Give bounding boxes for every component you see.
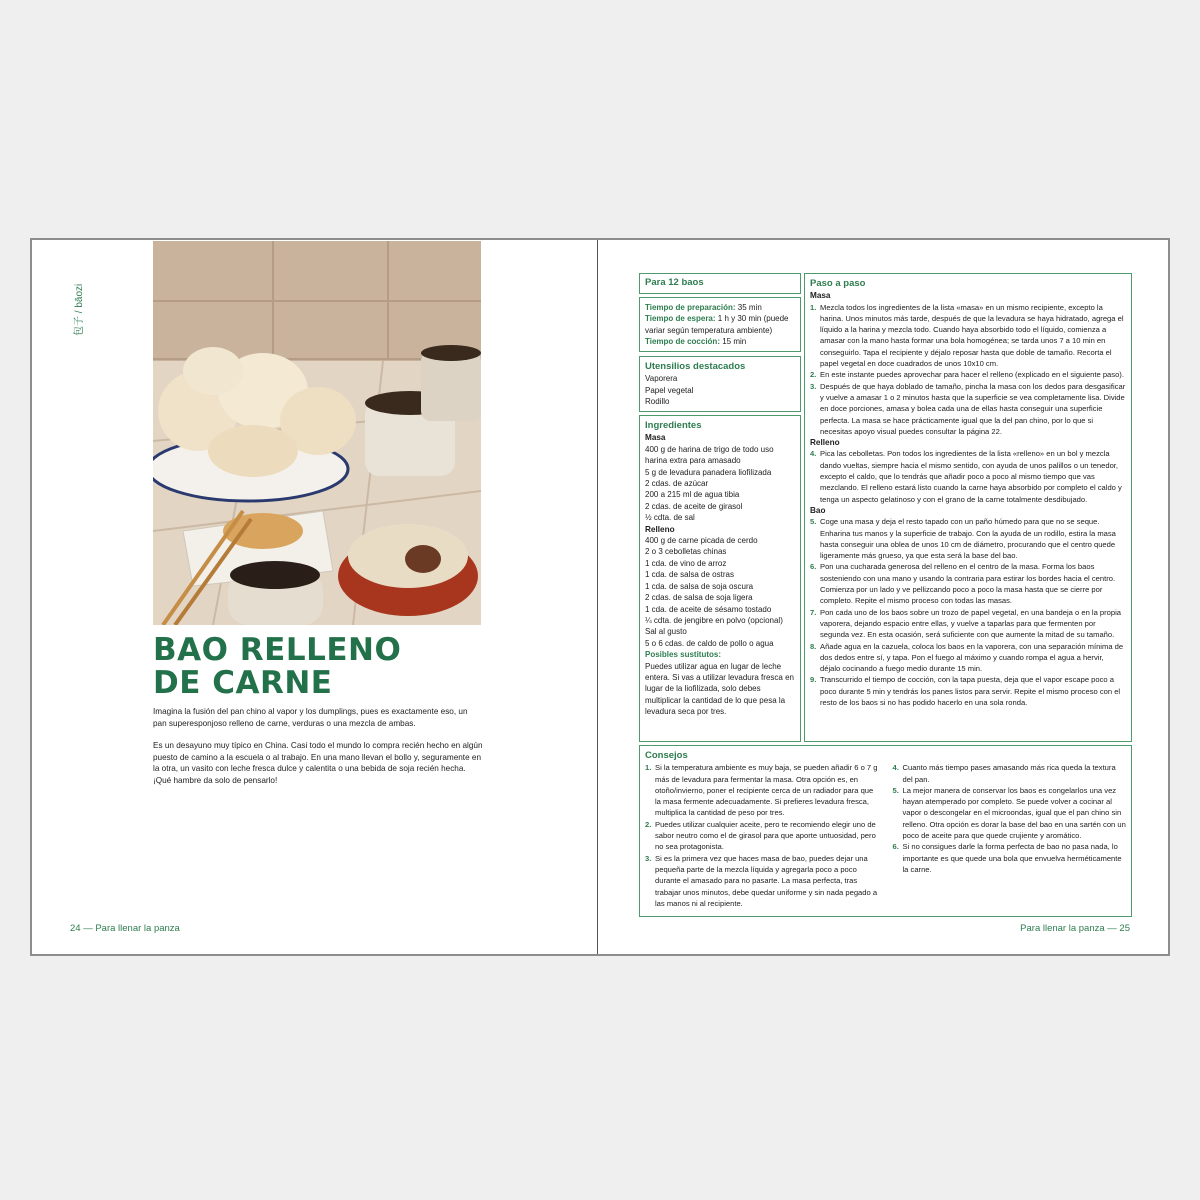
ingredient-item: 1 cda. de salsa de soja oscura: [645, 581, 754, 591]
steps-masa-list: [810, 302, 1126, 438]
title-line-1: BAO RELLENO: [153, 632, 402, 668]
title-line-2: DE CARNE: [153, 665, 333, 701]
ingredient-item: 1 cda. de vino de arroz: [645, 558, 727, 568]
ingredient-item: 400 g de carne picada de cerdo: [645, 536, 758, 546]
tips-list-left: [645, 762, 879, 909]
tips-box: [639, 745, 1132, 917]
tip-item: 3. Si es la primera vez que haces masa de bao, puedes dejar una pequeña parte de la mezcla líquida y agregarla poco a poco durante el amasado para no pasarte. La masa perfecta, tras trabajar unos minutos, debe quedar uniforme y sin nada pegado a las manos ni al recipiente.: [645, 853, 878, 908]
steps-bao-list: [810, 516, 1126, 708]
steps-relleno-list: [810, 448, 1126, 504]
recipe-title: [153, 634, 401, 700]
ingredient-item: 2 cdas. de azúcar: [645, 479, 709, 489]
ingredient-item: ¼ cdta. de jengibre en polvo (opcional): [645, 615, 783, 625]
tips-heading: Consejos: [645, 750, 688, 761]
ingredients-masa-heading: Masa: [645, 433, 666, 443]
ingredients-heading: Ingredientes: [645, 420, 702, 431]
substitutes-text: Puedes utilizar agua en lugar de leche entera. Si vas a utilizar levadura fresca en lugar de la liofilizada, solo debes multiplicar la cantidad de lo que pesa la levadura seca por tres.: [645, 661, 794, 717]
times-box: [639, 297, 801, 352]
bao-photo-illustration: [153, 241, 481, 625]
right-page: [598, 240, 1168, 954]
tip-item: 5. La mejor manera de conservar los baos es congelarlos una vez hayan atemperado por completo. Se puede volver a cocinar al vapor o descongelar en el microondas, igual que el pan chino sin relleno. Otra opción es dorar la base del bao en una sartén con un poco de aceite para que quede crujiente y aromático.: [892, 785, 1126, 841]
step-item: 8. Añade agua en la cazuela, coloca los baos en la vaporera, con una separación mínima de dos dedos entre sí, y tapa. Pon el fuego al máximo y cuando rompa el agua a hervir, déjalo cocinando a fuego medio durante 15 min.: [810, 641, 1124, 674]
substitutes-heading: Posibles sustitutos:: [645, 650, 722, 660]
step-item: 5. Coge una masa y deja el resto tapado con un paño húmedo para que no se seque. Enharina tus manos y la superficie de trabajo. Con la ayuda de un rodillo, estira la masa hasta conseguir una oblea de unos 10 cm de diámetro, procurando que el centro quede ligeramente más grueso, ya que esta será la base del bao.: [810, 517, 1116, 561]
ingredient-item: 5 g de levadura panadera liofilizada: [645, 467, 772, 477]
step-item: 3. Después de que haya doblado de tamaño, pincha la masa con los dedos para desgasificar y vuelve a amasar 1 o 2 minutos hasta que la superficie se vea completamente lisa. Divide en doce porciones, amasa y bolea cada una de ellas hasta conseguir una superficie perfecta. La masa se hace prácticamente igual que la del pan chino, por lo que si necesitas apoyo visual puedes consultar la página 22.: [810, 381, 1126, 436]
book-spread: [30, 238, 1170, 956]
step-item: 2. En este instante puedes aprovechar para hacer el relleno (explicado en el siguiente paso).: [810, 370, 1124, 380]
tips-columns: [645, 762, 1126, 909]
step-item: 1. Mezcla todos los ingredientes de la lista «masa» en un mismo recipiente, excepto la harina. Unos minutos más tarde, después de que la levadura se haya hidratado, agrega el líquido a la harina y mezcla todo. Cuando haya absorbido todo el líquido, comienza a amasar con la mano hasta formar una bola homogénea; se tarda unos 7 a 10 min en conseguirlo. Tapa el recipiente y déjalo reposar hasta que doble de tamaño. Recorta el papel vegetal en doce cuadrados de unos 10x10 cm.: [810, 302, 1124, 369]
serves-box: [639, 273, 801, 294]
tip-item: 2. Puedes utilizar cualquier aceite, pero te recomiendo elegir uno de sabor neutro como el de girasol para que aporte untuosidad, pero no sea protagonista.: [645, 819, 876, 852]
steps-box: [804, 273, 1132, 742]
left-page: [32, 240, 598, 954]
ingredient-item: 2 o 3 cebolletas chinas: [645, 547, 727, 557]
ingredient-item: harina extra para amasado: [645, 456, 741, 466]
left-footer: 24 — Para llenar la panza: [70, 923, 180, 934]
utensils-heading: Utensilios destacados: [645, 361, 746, 372]
utensil-item: Rodillo: [645, 397, 670, 407]
step-item: 9. Transcurrido el tiempo de cocción, con la tapa puesta, deja que el vapor escape poco a poco durante 5 min y tendrás los panes listos para servir. Repite el mismo proceso con el resto de los baos si no has podido hacerlo en una sola ronda.: [810, 675, 1121, 707]
intro-paragraph: Imagina la fusión del pan chino al vapor y los dumplings, pues es exactamente eso, un pan superesponjoso relleno de carne, verduras o una mezcla de ambas.: [153, 707, 468, 728]
serves-heading: Para 12 baos: [645, 277, 704, 288]
ingredient-item: 5 o 6 cdas. de caldo de pollo o agua: [645, 638, 774, 648]
ingredient-item: 400 g de harina de trigo de todo uso: [645, 444, 774, 454]
tip-item: 1. Si la temperatura ambiente es muy baja, se pueden añadir 6 o 7 g más de levadura para fermentar la masa. Otra opción es, en otoño/invierno, poner el recipiente cerca de un radiador para que la masa fermente adecuadamente. Si prefieres levadura fresca, multiplica la cantidad de peso por tres.: [645, 763, 878, 818]
steps-relleno-heading: Relleno: [810, 438, 840, 448]
ingredients-box: [639, 415, 801, 742]
intro-paragraph: Es un desayuno muy típico en China. Casi todo el mundo lo compra recién hecho en algún puesto de camino a la escuela o al trabajo. En una mano llevan el bollo y, seguramente en la otra, un vasito con leche fresca dulce y calentita o una bebida de soja recién hecha. ¡Qué hambre da solo de pensarlo!: [153, 741, 483, 785]
prep-time: Tiempo de preparación: 35 min: [645, 303, 762, 312]
wait-time: Tiempo de espera: 1 h y 30 min (puede variar según temperatura ambiente): [645, 314, 789, 335]
ingredient-item: 200 a 215 ml de agua tibia: [645, 490, 740, 500]
ingredient-item: Sal al gusto: [645, 627, 687, 637]
ingredient-item: 1 cda. de salsa de ostras: [645, 570, 734, 580]
utensils-box: [639, 356, 801, 412]
utensil-item: Vaporera: [645, 374, 678, 384]
ingredients-relleno-heading: Relleno: [645, 524, 675, 534]
cook-time: Tiempo de cocción: 15 min: [645, 337, 747, 347]
ingredient-item: 2 cdas. de salsa de soja ligera: [645, 593, 753, 603]
steps-masa-heading: Masa: [810, 291, 831, 301]
recipe-photo: [153, 241, 481, 625]
tip-item: 4. Cuanto más tiempo pases amasando más rica queda la textura del pan.: [892, 763, 1116, 784]
step-item: 7. Pon cada uno de los baos sobre un trozo de papel vegetal, en una bandeja o en la propia vaporera, dejando espacio entre ellas, y vuelve a taparlas para que fermenten por segunda vez. En esta ocasión, será suficiente con que aumente la mitad de su tamaño.: [810, 607, 1122, 640]
steps-bao-heading: Bao: [810, 505, 826, 515]
tip-item: 6. Si no consigues darle la forma perfecta de bao no pasa nada, lo importante es que quede una bola que envuelva herméticamente la carne.: [892, 842, 1122, 874]
ingredient-item: ½ cdta. de sal: [645, 513, 695, 523]
ingredient-item: 1 cda. de aceite de sésamo tostado: [645, 604, 772, 614]
ingredient-item: 2 cdas. de aceite de girasol: [645, 501, 743, 511]
utensil-item: Papel vegetal: [645, 385, 694, 395]
vertical-tag: 包子 / bāozi: [74, 283, 85, 336]
step-item: 6. Pon una cucharada generosa del relleno en el centro de la masa. Forma los baos sosteniendo con una mano y usando la contraria para estirar los bordes hacia el centro. Comienza por un lado y ve pellizcando poco a poco la masa hasta que se cierre por completo. Repite el mismo proceso con todas las masas.: [810, 562, 1116, 606]
step-item: 4. Pica las cebolletas. Pon todos los ingredientes de la lista «relleno» en un bol y mezcla dando vueltas, siempre hacia el mismo sentido, con ayuda de unos palillos o un tenedor, excepto el caldo, que lo tendrás que añadir poco a poco al mismo tiempo que vas mezclando. El relleno estará listo cuando la carne haya absorbido por completo el caldo y tenga un aspecto gelatinoso y con el grano de la carne totalmente desdibujado.: [810, 449, 1122, 504]
steps-heading: Paso a paso: [810, 278, 866, 289]
right-footer: Para llenar la panza — 25: [1020, 923, 1130, 934]
intro-text: [153, 706, 483, 798]
tips-list-right: [893, 762, 1127, 909]
